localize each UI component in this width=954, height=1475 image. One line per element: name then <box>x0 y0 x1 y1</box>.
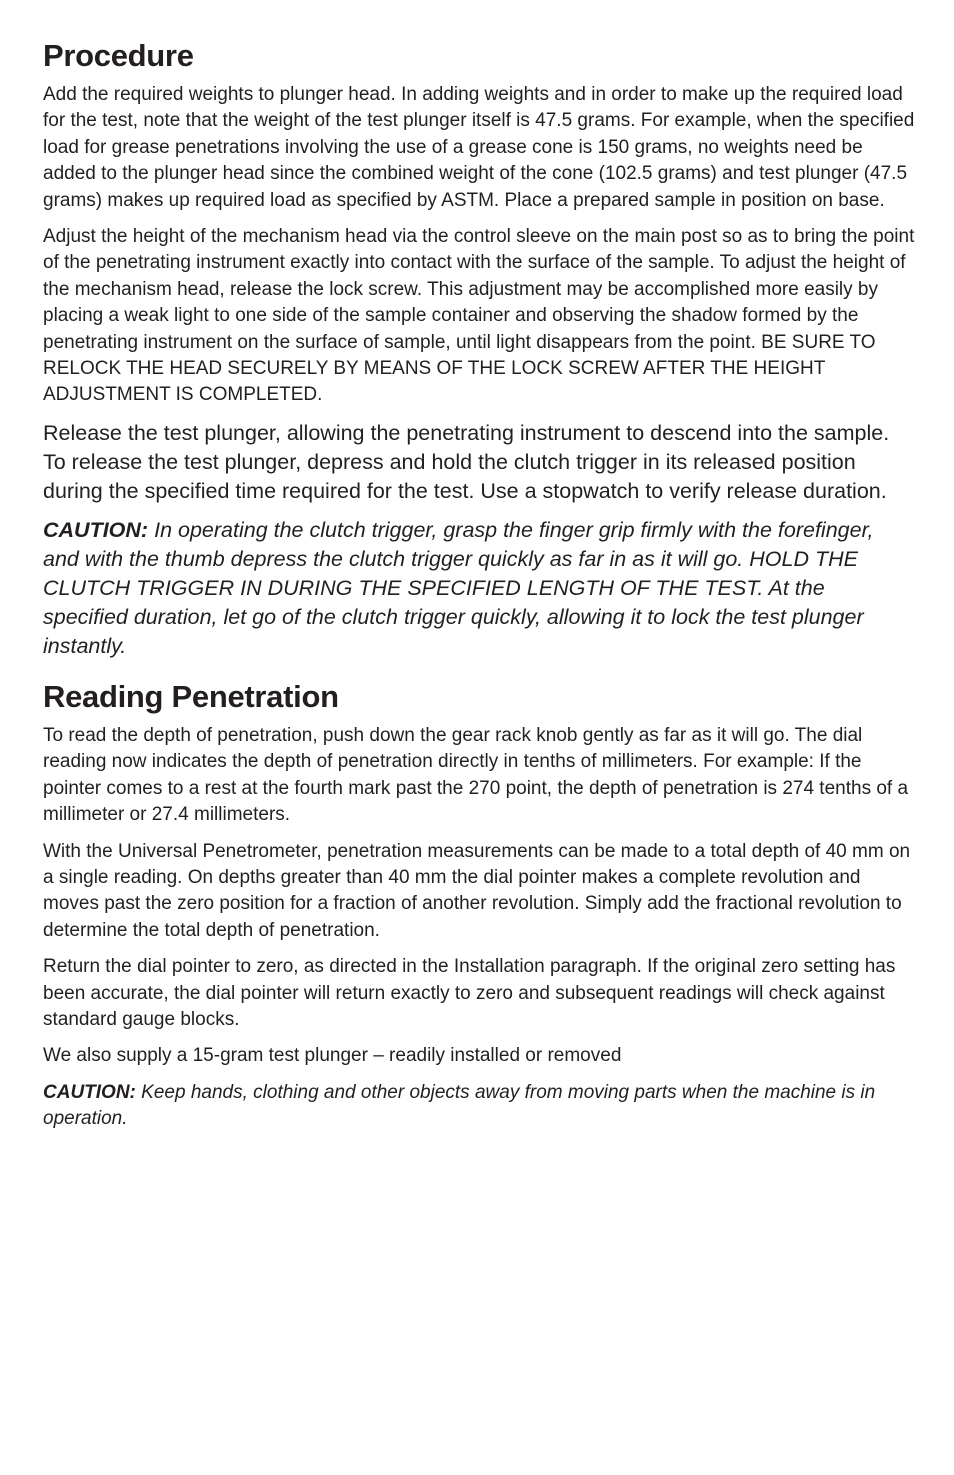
reading-paragraph-universal: With the Universal Penetrometer, penetration measurements can be made to a total depth of 40 mm on a single reading. On depths greater than 40 mm the dial pointer makes a complete revolution and moves past the zero position for a fraction of another revolution. Simply add the fractional revolution to determine the total depth of penetration. <box>43 840 911 941</box>
procedure-paragraph-adjust-height: Adjust the height of the mechanism head via the control sleeve on the main post so as to bring the point of the penetrating instrument exactly into contact with the surface of the sample. To adjust the height of the mechanism head, release the lock screw. This adjustment may be accomplished more easily by placing a weak light to one side of the sample container and observing the shadow formed by the penetrating instrument on the surface of sample, until light disappears from the point. BE SURE TO RELOCK THE HEAD SECURELY BY MEANS OF THE LOCK SCREW AFTER THE HEIGHT ADJUSTMENT IS COMPLETED. <box>43 226 915 406</box>
caution-label: CAUTION: <box>43 517 149 542</box>
procedure-paragraph-weights: Add the required weights to plunger head. In adding weights and in order to make up the required load for the test, note that the weight of the test plunger itself is 47.5 grams. For example, when the specified load for grease penetrations involving the use of a grease cone is 150 grams, no weights need be added to the plunger head since the combined weight of the cone (102.5 grams) and test plunger (47.5 grams) makes up required load as specified by ASTM. Place a prepared sample in position on base. <box>43 84 915 211</box>
reading-paragraph-supply: We also supply a 15-gram test plunger – readily installed or removed <box>43 1045 622 1067</box>
procedure-section <box>43 36 915 661</box>
manual-page <box>43 36 915 1143</box>
reading-heading: Reading Penetration <box>43 678 339 714</box>
procedure-caution <box>43 516 915 661</box>
procedure-heading: Procedure <box>43 38 194 73</box>
caution-text: In operating the clutch trigger, grasp the finger grip firmly with the forefinger, and with the thumb depress the clutch trigger quickly as far in as it will go. HOLD THE CLUTCH TRIGGER IN DURING THE SPECIFIED LENGTH OF THE TEST. At the specified duration, let go of the clutch trigger quickly, allowing it to lock the test plunger instantly. <box>43 517 874 658</box>
reading-caution <box>43 1080 915 1133</box>
procedure-paragraph-release: Release the test plunger, allowing the penetrating instrument to descend into the sample. To release the test plunger, depress and hold the clutch trigger in its released position during the specified time required for the test. Use a stopwatch to verify release duration. <box>43 420 890 503</box>
reading-paragraph-return-zero: Return the dial pointer to zero, as directed in the Installation paragraph. If the original zero setting has been accurate, the dial pointer will return exactly to zero and subsequent readings will check against standard gauge blocks. <box>43 956 896 1030</box>
reading-section <box>43 677 915 1133</box>
reading-paragraph-depth: To read the depth of penetration, push down the gear rack knob gently as far as it will go. The dial reading now indicates the depth of penetration directly in tenths of millimeters. For example: If the pointer comes to a rest at the fourth mark past the 270 point, the depth of penetration is 274 tenths of a millimeter or 27.4 millimeters. <box>43 724 909 826</box>
caution-label: CAUTION: <box>43 1081 136 1103</box>
caution-text: Keep hands, clothing and other objects away from moving parts when the machine is in operation. <box>43 1081 876 1130</box>
